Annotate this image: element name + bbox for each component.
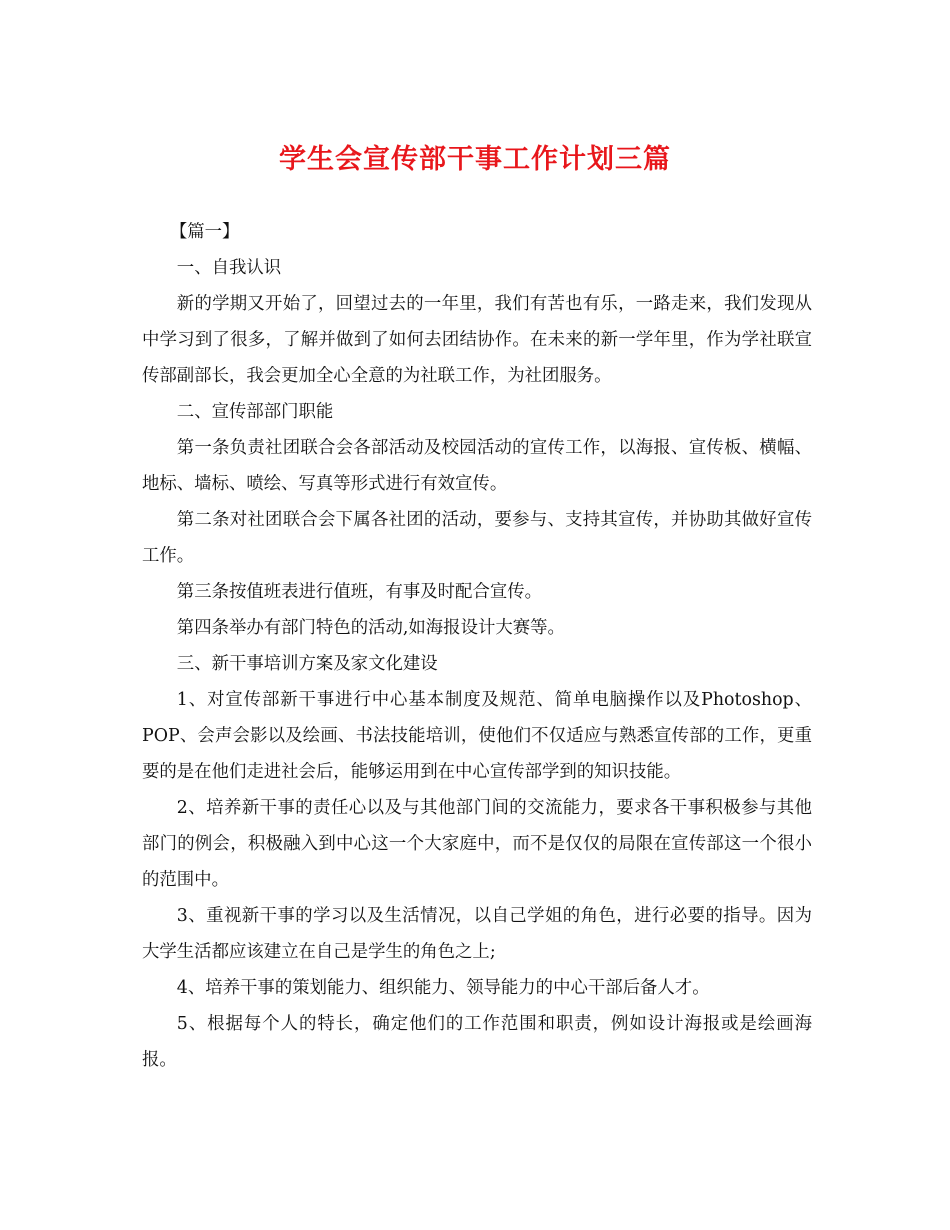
heading-self-awareness: 一、自我认识 [176,258,282,278]
paragraph-intro: 新的学期又开始了，回望过去的一年里，我们有苦也有乐，一路走来，我们发现从中学习到了很多，了解并做到了如何去团结协作。在未来的新一学年里，作为学社联宣传部副部长，我会更加全心全意的为社联工作，为社团服务。 [142,294,812,386]
section-marker: 【篇一】 [169,222,240,242]
paragraph-article-4: 第四条举办有部门特色的活动,如海报设计大赛等。 [176,618,565,638]
paragraph-item-2: 2、培养新干事的责任心以及与其他部门间的交流能力，要求各干事积极参与其他部门的例会，积极融入到中心这一个大家庭中，而不是仅仅的局限在宣传部这一个很小的范围中。 [142,798,812,890]
heading-training-plan: 三、新干事培训方案及家文化建设 [176,654,438,674]
paragraph-item-1: 1、对宣传部新干事进行中心基本制度及规范、简单电脑操作以及Photoshop、POP、会声会影以及绘画、书法技能培训，使他们不仅适应与熟悉宣传部的工作，更重要的是在他们走进社会后，能够运用到在中心宣传部学到的知识技能。 [142,690,812,782]
paragraph-article-2: 第二条对社团联合会下属各社团的活动，要参与、支持其宣传，并协助其做好宣传工作。 [142,510,812,566]
paragraph-item-5: 5、根据每个人的特长，确定他们的工作范围和职责，例如设计海报或是绘画海报。 [142,1014,812,1070]
paragraph-item-4: 4、培养干事的策划能力、组织能力、领导能力的中心干部后备人才。 [176,978,710,998]
document-title: 学生会宣传部干事工作计划三篇 [279,144,671,175]
paragraph-item-3: 3、重视新干事的学习以及生活情况，以自己学姐的角色，进行必要的指导。因为大学生活都应该建立在自己是学生的角色之上; [142,906,812,962]
document-body [142,214,812,1078]
heading-department-functions: 二、宣传部部门职能 [176,402,334,422]
paragraph-article-1: 第一条负责社团联合会各部活动及校园活动的宣传工作，以海报、宣传板、横幅、地标、墙标、喷绘、写真等形式进行有效宣传。 [142,438,812,494]
paragraph-article-3: 第三条按值班表进行值班，有事及时配合宣传。 [176,582,543,602]
